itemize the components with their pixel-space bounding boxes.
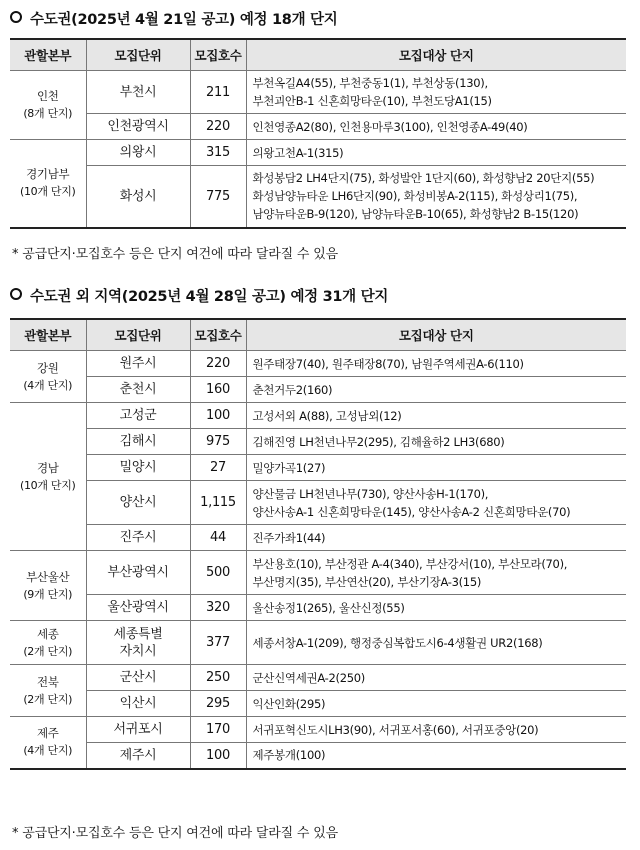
target-cell bbox=[246, 455, 626, 481]
table-row bbox=[10, 481, 626, 525]
target-cell bbox=[246, 525, 626, 551]
table-row bbox=[10, 621, 626, 665]
target-complex-line: 군산신역세권A-2(250) bbox=[252, 670, 365, 685]
section1-note: * 공급단지·모집호수 등은 단지 여건에 따라 달라질 수 있음 bbox=[12, 247, 338, 262]
region-cell bbox=[10, 551, 86, 621]
target-complex-line: 진주가좌1(44) bbox=[252, 530, 326, 545]
target-complex-line: 인천영종A2(80), 인천용마루3(100), 인천영종A-49(40) bbox=[252, 119, 528, 134]
table-row bbox=[10, 166, 626, 228]
unit-cell: 진주시 bbox=[86, 525, 190, 551]
header-region: 관할본부 bbox=[10, 39, 86, 71]
unit-cell: 화성시 bbox=[86, 166, 190, 228]
table-row bbox=[10, 691, 626, 717]
circle-bullet-icon bbox=[10, 288, 22, 300]
count-cell: 250 bbox=[190, 665, 246, 691]
table-row bbox=[10, 140, 626, 166]
header-count: 모집호수 bbox=[190, 319, 246, 351]
section2-heading: 수도권 외 지역(2025년 4월 28일 공고) 예정 31개 단지 bbox=[10, 285, 388, 306]
section1-table bbox=[10, 38, 626, 229]
count-cell: 315 bbox=[190, 140, 246, 166]
table-header-row bbox=[10, 319, 626, 351]
target-complex-line: 익산인화(295) bbox=[252, 696, 326, 711]
count-cell: 1,115 bbox=[190, 481, 246, 525]
count-cell: 160 bbox=[190, 377, 246, 403]
unit-cell: 서귀포시 bbox=[86, 717, 190, 743]
region-name: 경기남부 bbox=[26, 167, 70, 182]
region-name: 경남 bbox=[36, 460, 59, 475]
target-cell bbox=[246, 665, 626, 691]
table-row bbox=[10, 525, 626, 551]
target-complex-line: 부천옥길A4(55), 부천중동1(1), 부천상동(130), bbox=[252, 76, 488, 90]
unit-cell: 양산시 bbox=[86, 481, 190, 525]
target-complex-line: 제주봉개(100) bbox=[252, 748, 326, 763]
target-complex-line: 남양뉴타운B-9(120), 남양뉴타운B-10(65), 화성향남2 B-15(120) bbox=[252, 207, 579, 222]
target-cell bbox=[246, 621, 626, 665]
table-row bbox=[10, 665, 626, 691]
unit-cell: 부산광역시 bbox=[86, 551, 190, 595]
region-complex-count: (10개 단지) bbox=[19, 478, 76, 492]
unit-cell: 울산광역시 bbox=[86, 595, 190, 621]
region-complex-count: (4개 단지) bbox=[23, 744, 73, 758]
unit-cell: 밀양시 bbox=[86, 455, 190, 481]
unit-cell: 익산시 bbox=[86, 691, 190, 717]
region-complex-count: (4개 단지) bbox=[23, 378, 73, 392]
header-target: 모집대상 단지 bbox=[246, 319, 626, 351]
header-unit: 모집단위 bbox=[86, 319, 190, 351]
region-cell bbox=[10, 665, 86, 717]
target-complex-line: 의왕고천A-1(315) bbox=[252, 145, 344, 160]
table-row bbox=[10, 403, 626, 429]
count-cell: 500 bbox=[190, 551, 246, 595]
target-cell bbox=[246, 351, 626, 377]
table-row bbox=[10, 71, 626, 114]
region-cell bbox=[10, 621, 86, 665]
region-complex-count: (2개 단지) bbox=[23, 692, 73, 706]
count-cell: 295 bbox=[190, 691, 246, 717]
region-complex-count: (10개 단지) bbox=[19, 185, 76, 199]
count-cell: 975 bbox=[190, 429, 246, 455]
region-cell bbox=[10, 140, 86, 228]
unit-cell: 인천광역시 bbox=[86, 114, 190, 140]
table-row bbox=[10, 429, 626, 455]
region-name: 강원 bbox=[36, 360, 59, 375]
count-cell: 27 bbox=[190, 455, 246, 481]
count-cell: 775 bbox=[190, 166, 246, 228]
target-cell bbox=[246, 743, 626, 769]
region-complex-count: (9개 단지) bbox=[23, 587, 73, 601]
region-complex-count: (8개 단지) bbox=[23, 107, 73, 120]
unit-cell: 춘천시 bbox=[86, 377, 190, 403]
unit-cell: 고성군 bbox=[86, 403, 190, 429]
target-cell bbox=[246, 166, 626, 228]
table-row bbox=[10, 551, 626, 595]
count-cell: 377 bbox=[190, 621, 246, 665]
table-row bbox=[10, 351, 626, 377]
header-count: 모집호수 bbox=[190, 39, 246, 71]
section2-note: * 공급단지·모집호수 등은 단지 여건에 따라 달라질 수 있음 bbox=[12, 826, 338, 841]
target-cell bbox=[246, 595, 626, 621]
target-cell bbox=[246, 429, 626, 455]
region-cell bbox=[10, 351, 86, 403]
count-cell: 100 bbox=[190, 743, 246, 769]
target-cell bbox=[246, 71, 626, 114]
table-row bbox=[10, 743, 626, 769]
header-region: 관할본부 bbox=[10, 319, 86, 351]
region-name: 세종 bbox=[36, 626, 59, 641]
count-cell: 320 bbox=[190, 595, 246, 621]
target-cell bbox=[246, 551, 626, 595]
target-cell bbox=[246, 114, 626, 140]
unit-cell: 군산시 bbox=[86, 665, 190, 691]
unit-label-line: 세종특별 bbox=[113, 626, 163, 642]
target-complex-line: 부산명지(35), 부산연산(20), 부산기장A-3(15) bbox=[252, 574, 482, 589]
target-cell bbox=[246, 140, 626, 166]
section2-table bbox=[10, 318, 626, 770]
unit-cell: 의왕시 bbox=[86, 140, 190, 166]
table-row bbox=[10, 717, 626, 743]
header-unit: 모집단위 bbox=[86, 39, 190, 71]
table-row bbox=[10, 114, 626, 140]
region-name: 부산울산 bbox=[26, 569, 70, 584]
count-cell: 211 bbox=[190, 71, 246, 114]
target-complex-line: 울산송정1(265), 울산신정(55) bbox=[252, 600, 405, 615]
section1-heading: 수도권(2025년 4월 21일 공고) 예정 18개 단지 bbox=[10, 8, 337, 29]
table-header-row bbox=[10, 39, 626, 71]
region-cell bbox=[10, 403, 86, 551]
target-complex-line: 김해진영 LH천년나무2(295), 김해율하2 LH3(680) bbox=[252, 434, 505, 449]
header-target: 모집대상 단지 bbox=[246, 39, 626, 71]
unit-cell bbox=[86, 621, 190, 665]
region-name: 제주 bbox=[36, 726, 59, 741]
unit-cell: 부천시 bbox=[86, 71, 190, 114]
region-name: 인천 bbox=[36, 89, 59, 103]
target-complex-line: 양산사송A-1 신혼희망타운(145), 양산사송A-2 신혼희망타운(70) bbox=[252, 504, 571, 519]
unit-cell: 원주시 bbox=[86, 351, 190, 377]
target-complex-line: 화성봉담2 LH4단지(75), 화성발안 1단지(60), 화성향남2 20단지(55) bbox=[252, 171, 595, 186]
region-complex-count: (2개 단지) bbox=[23, 644, 73, 658]
target-complex-line: 원주태장7(40), 원주태장8(70), 남원주역세권A-6(110) bbox=[252, 356, 524, 371]
table-row bbox=[10, 455, 626, 481]
target-complex-line: 춘천거두2(160) bbox=[252, 382, 333, 397]
target-cell bbox=[246, 377, 626, 403]
target-cell bbox=[246, 403, 626, 429]
table-row bbox=[10, 377, 626, 403]
target-cell bbox=[246, 691, 626, 717]
target-complex-line: 부산용호(10), 부산정관 A-4(340), 부산강서(10), 부산모라(70), bbox=[252, 556, 568, 571]
region-cell bbox=[10, 717, 86, 769]
count-cell: 220 bbox=[190, 351, 246, 377]
count-cell: 170 bbox=[190, 717, 246, 743]
target-complex-line: 고성서외 A(88), 고성남외(12) bbox=[252, 408, 402, 423]
target-cell bbox=[246, 481, 626, 525]
count-cell: 100 bbox=[190, 403, 246, 429]
target-complex-line: 서귀포혁신도시LH3(90), 서귀포서홍(60), 서귀포중앙(20) bbox=[252, 722, 539, 737]
target-complex-line: 부천괴안B-1 신혼희망타운(10), 부천도당A1(15) bbox=[252, 94, 492, 108]
unit-label-line: 자치시 bbox=[119, 643, 157, 659]
target-complex-line: 화성남양뉴타운 LH6단지(90), 화성비봉A-2(115), 화성상리1(75), bbox=[252, 189, 578, 204]
region-name: 전북 bbox=[36, 674, 59, 689]
target-complex-line: 양산물금 LH천년나무(730), 양산사송H-1(170), bbox=[252, 486, 489, 501]
circle-bullet-icon bbox=[10, 11, 22, 23]
unit-cell: 제주시 bbox=[86, 743, 190, 769]
count-cell: 220 bbox=[190, 114, 246, 140]
target-complex-line: 세종서창A-1(209), 행정중심복합도시6-4생활권 UR2(168) bbox=[252, 635, 543, 650]
count-cell: 44 bbox=[190, 525, 246, 551]
table-row bbox=[10, 595, 626, 621]
target-cell bbox=[246, 717, 626, 743]
target-complex-line: 밀양가곡1(27) bbox=[252, 460, 326, 475]
region-cell bbox=[10, 71, 86, 140]
unit-cell: 김해시 bbox=[86, 429, 190, 455]
